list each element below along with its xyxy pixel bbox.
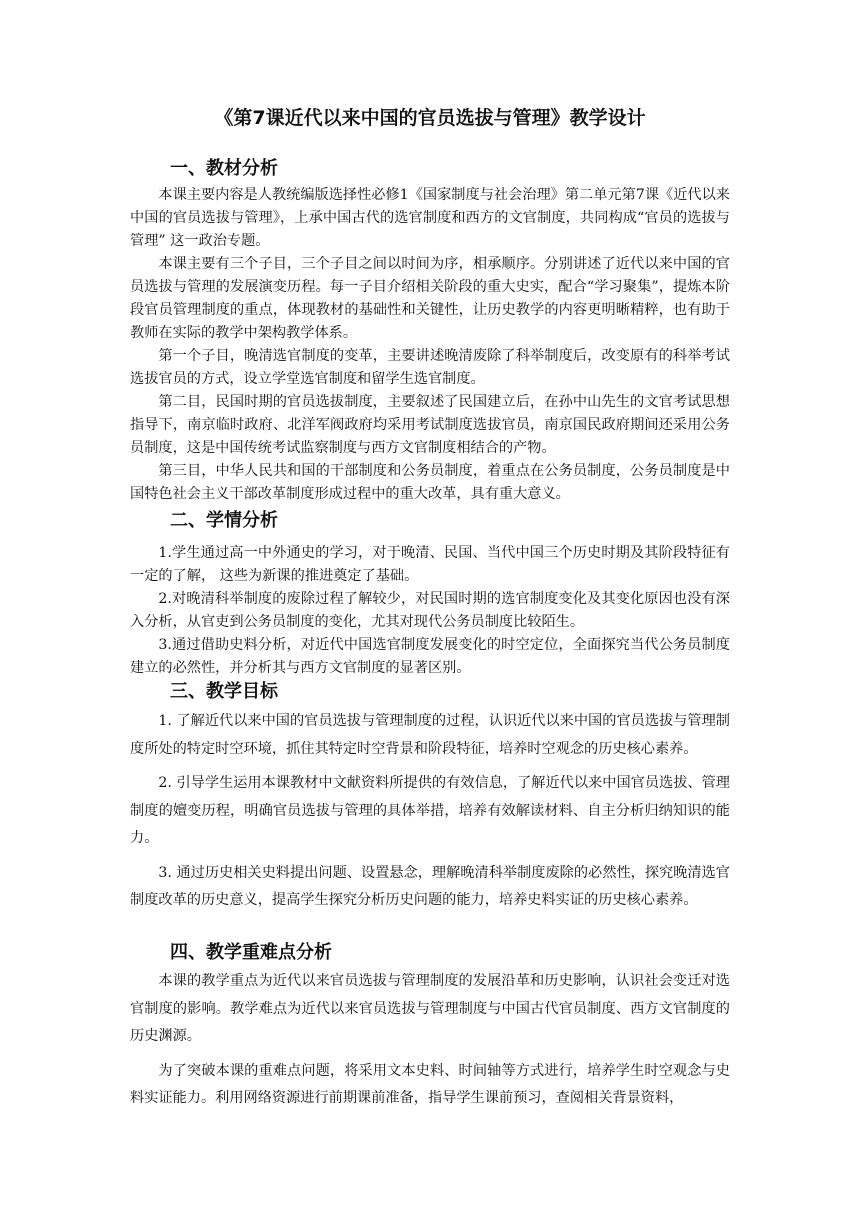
paragraph: 本课主要内容是人教统编版选择性必修1《国家制度与社会治理》第二单元第7课《近代以来中国的官员选拔与管理》，上承中国古代的选官制度和西方的文官制度，共同构成“官员的选拔与管理” 这一政治专题。 <box>130 187 730 249</box>
paragraph: 1.学生通过高一中外通史的学习，对于晚清、民国、当代中国三个历史时期及其阶段特征有一定的了解， 这些为新课的推进奠定了基础。 <box>130 545 730 584</box>
paragraph: 第一个子目，晚清选官制度的变革，主要讲述晚清废除了科举制度后，改变原有的科举考试选拔官员的方式，设立学堂选官制度和留学生选官制度。 <box>130 348 730 387</box>
paragraph: 3. 通过历史相关史料提出问题、设置悬念，理解晚清科举制度废除的必然性，探究晚清选官制度改革的历史意义，提高学生探究分析历史问题的能力，培养史料实证的历史核心素养。 <box>130 864 730 908</box>
section-heading: 一、教材分析 <box>170 158 278 179</box>
section-key-difficulties <box>130 938 730 1113</box>
section-teaching-objectives <box>130 677 730 915</box>
paragraph: 第三目，中华人民共和国的干部制度和公务员制度，着重点在公务员制度，公务员制度是中国特色社会主义干部改革制度形成过程中的重大改革，具有重大意义。 <box>130 463 730 502</box>
section-textbook-analysis <box>130 154 730 506</box>
document-title: 《第7课近代以来中国的官员选拔与管理》教学设计 <box>214 107 646 129</box>
section-heading: 三、教学目标 <box>170 681 278 702</box>
section-heading: 四、教学重难点分析 <box>170 942 332 963</box>
section-student-analysis <box>130 506 730 680</box>
paragraph: 本课的教学重点为近代以来官员选拔与管理制度的发展沿革和历史影响，认识社会变迁对选官制度的影响。教学难点为近代以来官员选拔与管理制度与中国古代官员制度、西方文官制度的历史渊源。 <box>130 973 730 1044</box>
paragraph: 2.对晚清科举制度的废除过程了解较少，对民国时期的选官制度变化及其变化原因也没有深入分析，从官吏到公务员制度的变化，尤其对现代公务员制度比较陌生。 <box>130 591 730 630</box>
paragraph: 第二目，民国时期的官员选拔制度，主要叙述了民国建立后，在孙中山先生的文官考试思想指导下，南京临时政府、北洋军阀政府均采用考试制度选拔官员，南京国民政府期间还采用公务员制度，这是中国传统考试监察制度与西方文官制度相结合的产物。 <box>130 394 730 456</box>
section-heading: 二、学情分析 <box>170 510 278 531</box>
paragraph: 为了突破本课的重难点问题，将采用文本史料、时间轴等方式进行，培养学生时空观念与史料实证能力。利用网络资源进行前期课前准备，指导学生课前预习，查阅相关背景资料， <box>130 1062 730 1106</box>
paragraph: 3.通过借助史料分析，对近代中国选官制度发展变化的时空定位，全面探究当代公务员制度建立的必然性，并分析其与西方文官制度的显著区别。 <box>130 637 730 676</box>
paragraph: 本课主要有三个子目，三个子目之间以时间为序，相承顺序。分别讲述了近代以来中国的官员选拔与管理的发展演变历程。每一子目介绍相关阶段的重大史实，配合“学习聚集”，提炼本阶段官员管理制度的重点，体现教材的基础性和关键性，让历史教学的内容更明晰精粹，也有助于教师在实际的教学中架构教学体系。 <box>130 256 730 341</box>
paragraph: 2. 引导学生运用本课教材中文献资料所提供的有效信息，了解近代以来中国官员选拔、管理制度的嬗变历程，明确官员选拔与管理的具体举措，培养有效解读材料、自主分析归纳知识的能力。 <box>130 775 730 846</box>
paragraph: 1. 了解近代以来中国的官员选拔与管理制度的过程，认识近代以来中国的官员选拔与管理制度所处的特定时空环境，抓住其特定时空背景和阶段特征，培养时空观念的历史核心素养。 <box>130 713 730 757</box>
